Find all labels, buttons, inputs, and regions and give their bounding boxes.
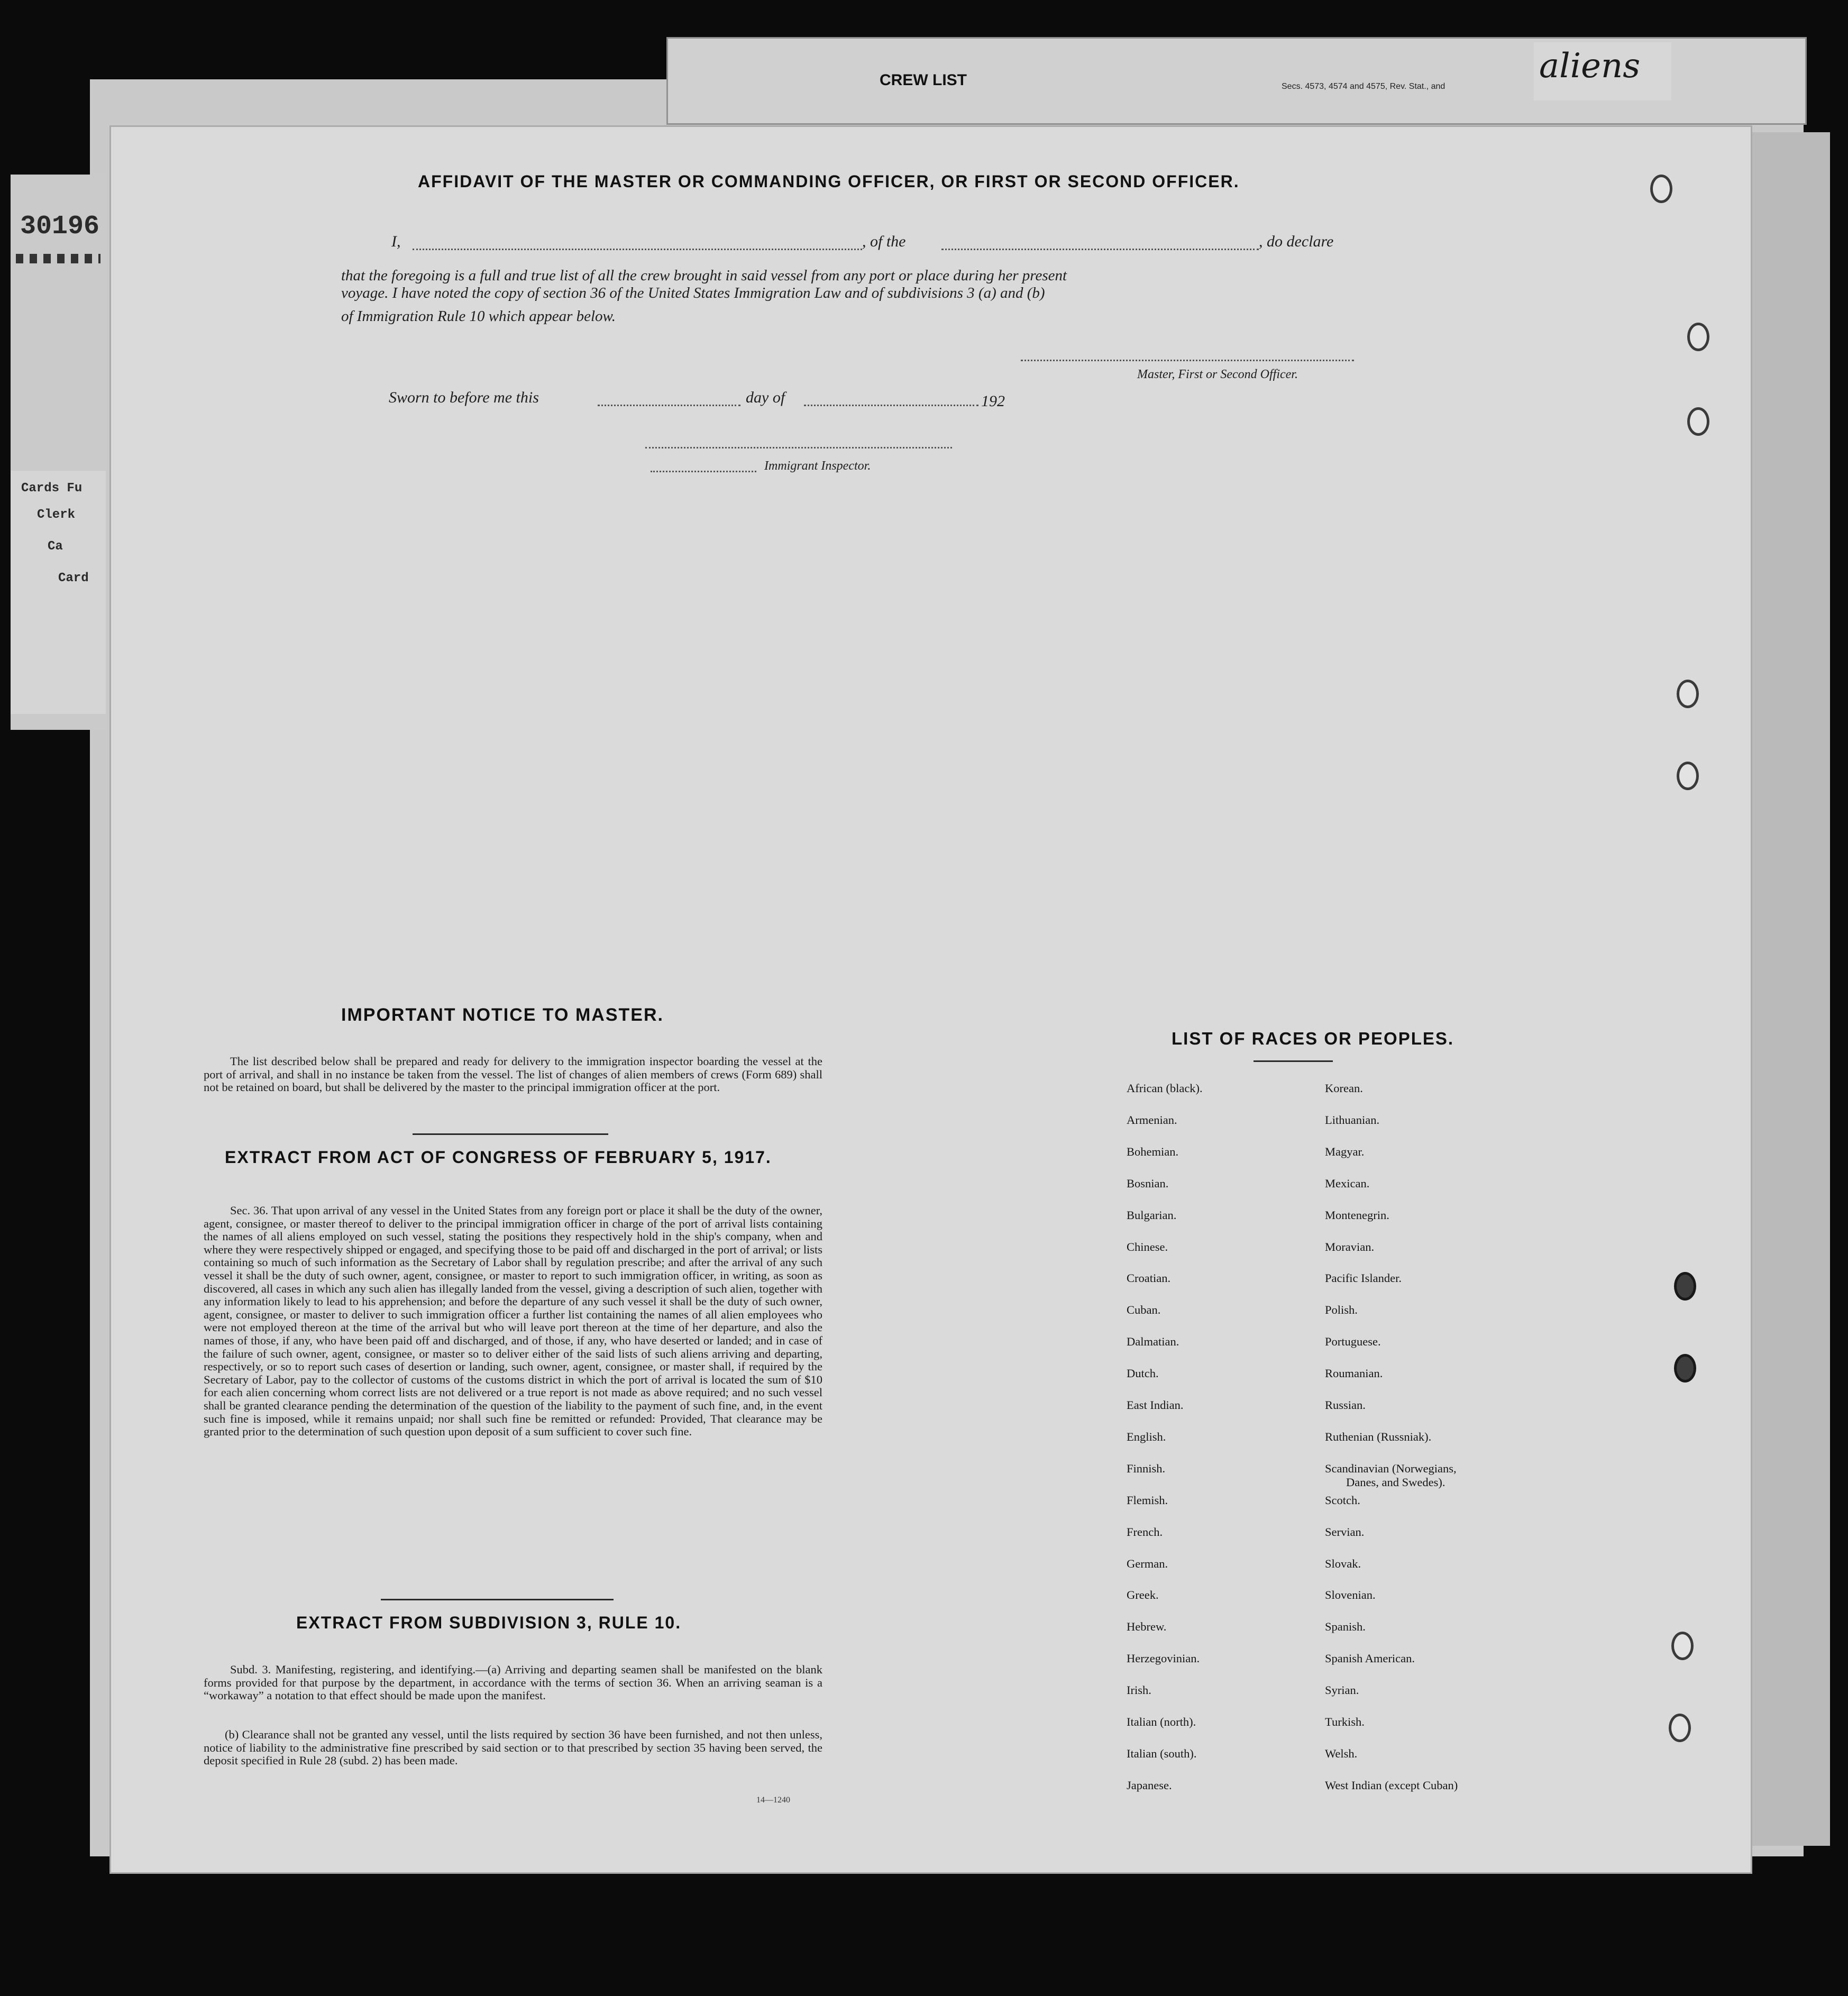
race-item: Chinese. xyxy=(1127,1240,1168,1253)
punch-hole xyxy=(1687,407,1709,436)
year-label: 192 xyxy=(981,392,1005,410)
form-number: 14—1240 xyxy=(756,1796,790,1805)
race-item: Italian (north). xyxy=(1127,1715,1196,1728)
race-item: Flemish. xyxy=(1127,1493,1168,1507)
cards-card xyxy=(11,471,106,714)
race-item: Cuban. xyxy=(1127,1303,1161,1317)
race-item: Japanese. xyxy=(1127,1778,1172,1792)
race-item: Portuguese. xyxy=(1325,1335,1381,1349)
race-item: Croatian. xyxy=(1127,1271,1171,1285)
race-item: Mexican. xyxy=(1325,1176,1370,1190)
race-item: Dalmatian. xyxy=(1127,1335,1179,1349)
punch-hole xyxy=(1671,1632,1694,1660)
affidavit-statement-2: voyage. I have noted the copy of section 36 of the United States Immigration Law and of subdivisions 3 (a) and (b) xyxy=(341,285,1045,301)
race-item: Ruthenian (Russniak). xyxy=(1325,1430,1432,1443)
left-tab xyxy=(11,175,106,730)
dashed-stamp xyxy=(16,254,100,263)
race-item: Greek. xyxy=(1127,1588,1159,1602)
race-item: Pacific Islander. xyxy=(1325,1271,1402,1285)
race-item: Russian. xyxy=(1325,1398,1366,1412)
race-item: Spanish. xyxy=(1325,1620,1366,1634)
affidavit-title: AFFIDAVIT OF THE MASTER OR COMMANDING OFFICER, OR FIRST OR SECOND OFFICER. xyxy=(418,172,1240,191)
punch-hole xyxy=(1677,762,1699,790)
race-item: Bosnian. xyxy=(1127,1176,1169,1190)
card-label: Card xyxy=(58,571,89,585)
race-item: West Indian (except Cuban) xyxy=(1325,1778,1458,1792)
punch-hole xyxy=(1674,1272,1696,1301)
name-field[interactable] xyxy=(413,249,862,250)
inspector-label: Immigrant Inspector. xyxy=(764,459,871,473)
races-title: LIST OF RACES OR PEOPLES. xyxy=(1172,1029,1454,1048)
master-signature-field[interactable] xyxy=(1021,360,1354,361)
crew-list-title: CREW LIST xyxy=(880,71,967,89)
race-item: Dutch. xyxy=(1127,1367,1159,1380)
race-item: Syrian. xyxy=(1325,1683,1359,1697)
race-item: English. xyxy=(1127,1430,1166,1443)
stamp-number: 30196 xyxy=(20,212,100,242)
race-item: Bohemian. xyxy=(1127,1145,1179,1158)
race-item: Herzegovinian. xyxy=(1127,1652,1200,1665)
act-extract-text: Sec. 36. That upon arrival of any vessel in the United States from any foreign port or place it shall be the duty of the owner, agent, consignee, or master thereof to deliver to the principal immigration officer in charge of the port of arrival lists containing the names of all aliens employed on such vessel, stating the positions they respectively hold in the ship's company, when and where they were respectively shipped or engaged, and specifying those to be paid off and discharged in the port of arrival; or lists containing so much of such information as the Secretary of Labor shall by regulation prescribe; and after the arrival of any such vessel it shall be the duty of such owner, agent, consignee, or master to report to such immigration officer, in writing, as soon as discovered, all cases in which any such alien has illegally landed from the vessel, giving a description of such alien, together with any information likely to lead to his apprehension; and before the departure of any such vessel it shall be the duty of such owner, agent, consignee, or master to deliver to such immigration officer a further list containing the names of all alien employees who were not employed thereon at the time of the arrival but who will leave port thereon at the time of her departure, and also the names of those, if any, who have been paid off and discharged, and of those, if any, who have deserted or landed; and in case of the failure of such owner, agent, consignee, or master so to deliver either of the said lists of such aliens arriving and departing, respectively, or so to report such cases of desertion or landing, such owner, agent, consignee, or master shall, if required by the Secretary of Labor, pay to the collector of customs of the customs district in which the port of arrival is located the sum of $10 for each alien concerning whom correct lists are not delivered or a true report is not made as above required; and no such vessel shall be granted clearance pending the determination of the question of the liability to the payment of such fine, and, in the event such fine is imposed, while it remains unpaid; nor shall such fine be remitted or refunded: Provided, That clearance may be granted prior to the determination of such question upon deposit of a sum sufficient to cover such fine. xyxy=(204,1204,822,1439)
punch-hole xyxy=(1677,680,1699,708)
act-extract-title: EXTRACT FROM ACT OF CONGRESS OF FEBRUARY 5, 1917. xyxy=(225,1148,772,1167)
clerk-label: Clerk xyxy=(37,508,76,522)
race-item: Welsh. xyxy=(1325,1746,1358,1760)
race-item: French. xyxy=(1127,1525,1163,1539)
vessel-field[interactable] xyxy=(941,249,1259,250)
race-item: East Indian. xyxy=(1127,1398,1184,1412)
punch-hole xyxy=(1669,1714,1691,1742)
sworn-month-field[interactable] xyxy=(804,405,978,406)
punch-hole xyxy=(1687,323,1709,351)
race-item: Polish. xyxy=(1325,1303,1358,1317)
divider xyxy=(413,1133,608,1135)
race-item: Armenian. xyxy=(1127,1113,1177,1127)
affidavit-statement-1: that the foregoing is a full and true list of all the crew brought in said vessel from any port or place during her present xyxy=(341,267,1067,284)
day-of-label: day of xyxy=(746,389,785,406)
notice-text: The list described below shall be prepared and ready for delivery to the immigration inspector boarding the vessel at the port of arrival, and shall in no instance be taken from the vessel. The list of changes of alien members of crews (Form 689) shall not be retained on board, but shall be delivered by the master to the principal immigration officer at the port. xyxy=(204,1055,822,1094)
divider xyxy=(381,1599,614,1600)
race-item: Servian. xyxy=(1325,1525,1365,1539)
of-the-label: , of the xyxy=(862,233,906,250)
race-item: Italian (south). xyxy=(1127,1746,1197,1760)
sworn-label: Sworn to before me this xyxy=(389,389,539,406)
race-item: Hebrew. xyxy=(1127,1620,1167,1634)
document-sheet xyxy=(111,127,1751,1872)
inspector-line xyxy=(651,471,756,472)
i-label: I, xyxy=(391,233,401,250)
affidavit-statement-3: of Immigration Rule 10 which appear below. xyxy=(341,308,616,325)
handwritten-aliens: aliens xyxy=(1539,47,1641,86)
sworn-day-field[interactable] xyxy=(598,405,740,406)
race-item: Slovenian. xyxy=(1325,1588,1376,1602)
notice-title: IMPORTANT NOTICE TO MASTER. xyxy=(341,1005,664,1025)
race-item: Irish. xyxy=(1127,1683,1151,1697)
cards-label: Cards Fu xyxy=(21,481,83,496)
race-item: Spanish American. xyxy=(1325,1652,1415,1665)
inspector-signature-field[interactable] xyxy=(645,447,952,448)
race-item: Finnish. xyxy=(1127,1461,1166,1475)
rule-extract-text-b: (b) Clearance shall not be granted any vessel, until the lists required by section 36 have been furnished, and not then unless, notice of liability to the administrative fine prescribed by said section or to that prescribed by section 35 having been served, the deposit specified in Rule 28 (subd. 2) has been made. xyxy=(204,1728,822,1768)
race-item: Magyar. xyxy=(1325,1145,1365,1158)
race-item: Turkish. xyxy=(1325,1715,1365,1728)
race-item: Montenegrin. xyxy=(1325,1208,1389,1222)
race-item: Scandinavian (Norwegians, xyxy=(1325,1461,1457,1475)
race-item: Korean. xyxy=(1325,1082,1363,1095)
race-item: Danes, and Swedes). xyxy=(1346,1476,1446,1489)
race-item: Bulgarian. xyxy=(1127,1208,1177,1222)
ca-label: Ca xyxy=(48,539,63,554)
race-item: Moravian. xyxy=(1325,1240,1375,1253)
race-item: German. xyxy=(1127,1556,1168,1570)
handwritten-note xyxy=(1534,42,1671,100)
race-item: Roumanian. xyxy=(1325,1367,1383,1380)
master-label: Master, First or Second Officer. xyxy=(1137,368,1298,381)
race-item: Scotch. xyxy=(1325,1493,1360,1507)
do-declare-label: , do declare xyxy=(1259,233,1334,250)
rule-extract-text-a: Subd. 3. Manifesting, registering, and identifying.—(a) Arriving and departing seamen shall be manifested on the blank forms provided for that purpose by the department, in accordance with the terms of section 36. When an arriving seaman is a “workaway” a notation to that effect should be made upon the manifest. xyxy=(204,1663,822,1702)
race-item: Lithuanian. xyxy=(1325,1113,1380,1127)
punch-hole xyxy=(1674,1354,1696,1382)
race-item: African (black). xyxy=(1127,1082,1203,1095)
statute-sections: Secs. 4573, 4574 and 4575, Rev. Stat., and xyxy=(1282,82,1446,91)
rule-extract-title: EXTRACT FROM SUBDIVISION 3, RULE 10. xyxy=(296,1613,682,1632)
race-item: Slovak. xyxy=(1325,1556,1361,1570)
divider xyxy=(1254,1060,1333,1062)
punch-hole xyxy=(1650,175,1672,203)
